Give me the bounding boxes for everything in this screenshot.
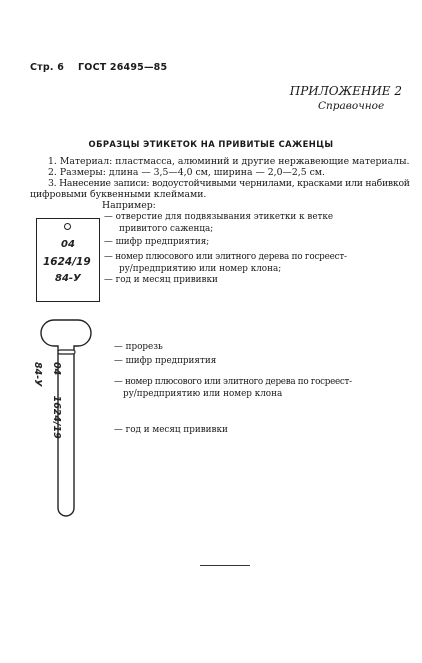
note-hole-line1: — отверстие для подвязывания этикетки к ветке <box>104 212 334 222</box>
note-hole-line2: привитого саженца; <box>119 224 214 234</box>
note-number-1-line1: — номер плюсового или элитного дерева по госреест- <box>104 252 347 262</box>
label2-number: 1624/19 <box>51 395 62 439</box>
paragraph-marking-line2: цифровыми буквенными клеймами. <box>30 189 207 200</box>
note-number-1-line2: ру/предприятию или номер клона; <box>119 264 282 274</box>
slot-opening <box>58 350 75 354</box>
note-slot: — прорезь <box>114 342 163 352</box>
stick-label-text <box>31 362 69 482</box>
label1-number: 1624/19 <box>43 256 91 268</box>
label1-date: 84-У <box>55 273 81 284</box>
note-number-2-line2: ру/предприятию или номер клона <box>123 389 283 399</box>
note-cipher-2: — шифр предприятия <box>114 356 217 366</box>
example-label: Например: <box>102 200 156 211</box>
bottom-rule <box>200 565 250 566</box>
page-header <box>30 62 167 73</box>
label2-code: 04 <box>51 362 62 376</box>
page-number: Стр. 6 <box>30 62 65 73</box>
paragraph-material: 1. Материал: пластмасса, алюминий и другие нержавеющие материалы. <box>48 156 410 167</box>
paragraph-marking-line1: 3. Нанесение записи: водоустойчивыми чернилами, красками или набивкой <box>48 178 410 189</box>
paragraph-size: 2. Размеры: длина — 3,5—4,0 см, ширина — 2,0—2,5 см. <box>48 167 325 178</box>
label2-date: 84-У <box>32 362 43 387</box>
gost-number: ГОСТ 26495—85 <box>78 62 168 73</box>
note-date-2: — год и месяц прививки <box>114 425 228 435</box>
rectangular-label <box>36 218 100 302</box>
appendix-title: ПРИЛОЖЕНИЕ 2 <box>289 84 402 98</box>
label1-code: 04 <box>61 239 75 250</box>
document-title: ОБРАЗЦЫ ЭТИКЕТОК НА ПРИВИТЫЕ САЖЕНЦЫ <box>88 139 334 149</box>
hanging-hole <box>64 223 71 230</box>
appendix-subtitle: Справочное <box>318 100 385 112</box>
note-date-1: — год и месяц прививки <box>104 275 218 285</box>
note-number-2-line1: — номер плюсового или элитного дерева по госреест- <box>114 377 352 387</box>
note-cipher-1: — шифр предприятия; <box>104 237 210 247</box>
